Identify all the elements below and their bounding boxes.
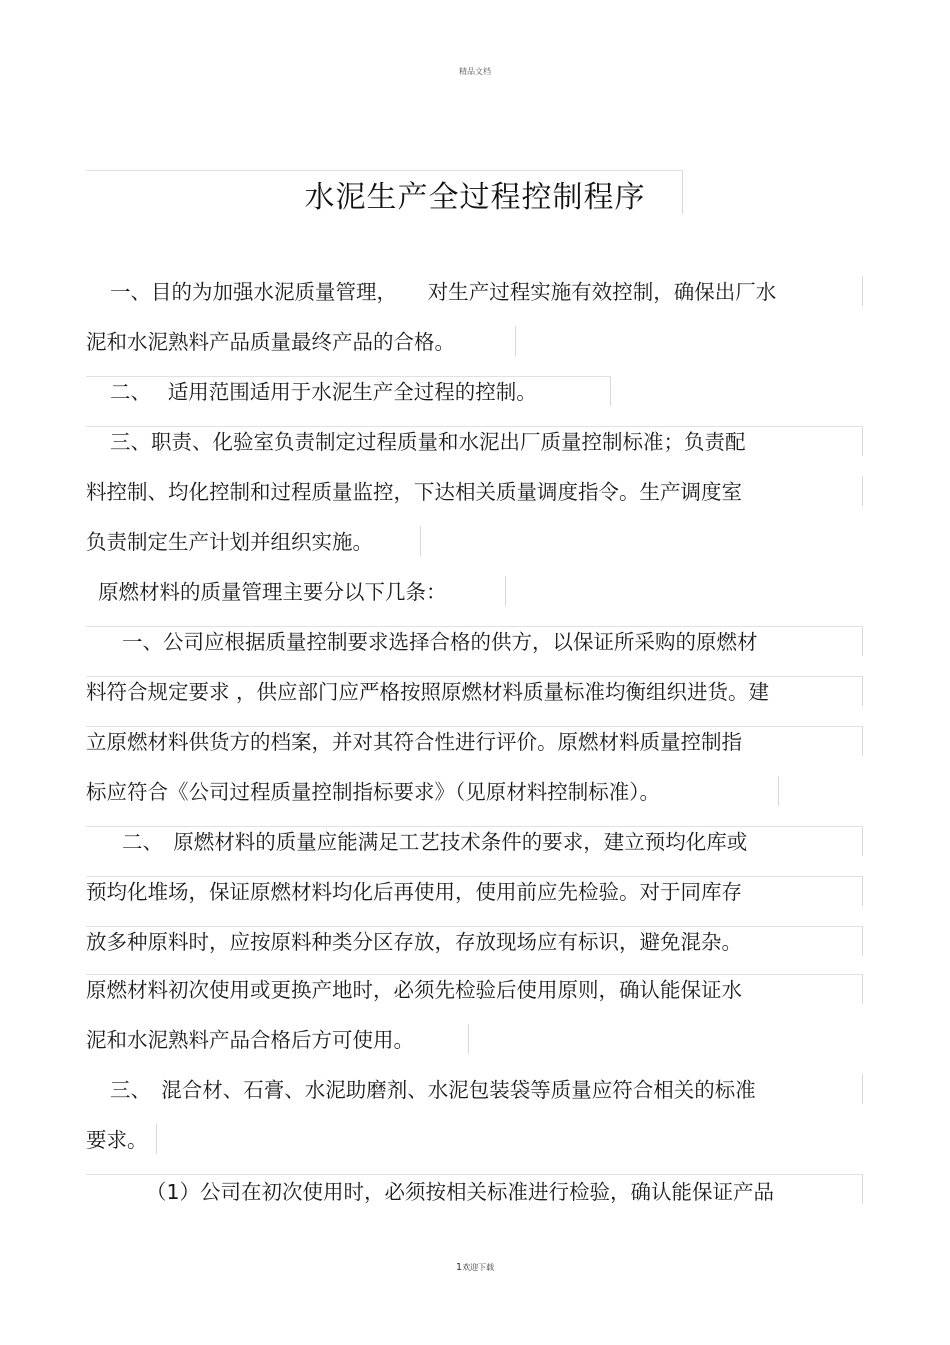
- material-item2-line-1: 二、 原燃材料的质量应能满足工艺技术条件的要求，建立预均化库或: [122, 830, 748, 854]
- cell-rule: [862, 676, 863, 706]
- cell-rule: [610, 376, 611, 406]
- cell-rule: [862, 426, 863, 456]
- material-item1-line-3: 立原燃材料供货方的档案，并对其符合性进行评价。原燃材料质量控制指: [86, 730, 742, 754]
- footer-text: 欢迎下载: [462, 1263, 495, 1272]
- cell-rule: [86, 1174, 862, 1175]
- cell-rule: [778, 776, 779, 806]
- material-item1-line-2: 料符合规定要求 ，供应部门应严格按照原燃材料质量标准均衡组织进货。建: [86, 680, 770, 704]
- cell-rule: [156, 1124, 157, 1154]
- title-rule-top: [86, 170, 682, 171]
- page-number: 1: [455, 1262, 463, 1273]
- page-footer: [0, 1262, 950, 1273]
- page-header: 精品文档: [459, 67, 491, 76]
- document-title: 水泥生产全过程控制程序: [304, 180, 646, 215]
- cell-rule: [468, 1024, 469, 1054]
- cell-rule: [86, 676, 862, 677]
- cell-rule: [862, 1174, 863, 1204]
- duty-line-2: 料控制、均化控制和过程质量监控，下达相关质量调度指令。生产调度室: [86, 480, 742, 504]
- material-heading: 原燃材料的质量管理主要分以下几条：: [98, 580, 447, 604]
- cell-rule: [86, 376, 610, 377]
- cell-rule: [515, 326, 516, 356]
- cell-rule: [862, 974, 863, 1004]
- material-item3-sub1-line-1: （1）公司在初次使用时，必须按相关标准进行检验，确认能保证产品: [146, 1180, 775, 1204]
- material-item1-line-1: 一、公司应根据质量控制要求选择合格的供方，以保证所采购的原燃材: [122, 630, 758, 654]
- cell-rule: [862, 926, 863, 956]
- cell-rule: [505, 576, 506, 606]
- cell-rule: [862, 1074, 863, 1104]
- duty-line-3: 负责制定生产计划并组织实施。: [86, 530, 373, 554]
- cell-rule: [86, 876, 862, 877]
- material-item3-line-1: 三、 混合材、石膏、水泥助磨剂、水泥包装袋等质量应符合相关的标准: [110, 1078, 756, 1102]
- cell-rule: [862, 726, 863, 756]
- cell-rule: [86, 626, 862, 627]
- cell-rule: [862, 826, 863, 856]
- cell-rule: [86, 826, 862, 827]
- cell-rule: [86, 974, 862, 975]
- purpose-line-2: 泥和水泥熟料产品质量最终产品的合格。: [86, 330, 455, 354]
- duty-line-1: 三、职责、化验室负责制定过程质量和水泥出厂质量控制标准；负责配: [110, 430, 746, 454]
- material-item2-line-2: 预均化堆场，保证原燃材料均化后再使用，使用前应先检验。对于同库存: [86, 880, 742, 904]
- material-item3-line-2: 要求。: [86, 1128, 148, 1152]
- material-item2-line-3: 放多种原料时，应按原料种类分区存放，存放现场应有标识，避免混杂。: [86, 930, 742, 954]
- material-item2-line-5: 泥和水泥熟料产品合格后方可使用。: [86, 1028, 414, 1052]
- cell-rule: [420, 526, 421, 556]
- cell-rule: [862, 476, 863, 506]
- scope-line: 二、 适用范围适用于水泥生产全过程的控制。: [110, 380, 537, 404]
- cell-rule: [86, 726, 862, 727]
- material-item1-line-4: 标应符合《公司过程质量控制指标要求》（见原材料控制标准）。: [86, 780, 660, 804]
- cell-rule: [86, 426, 862, 427]
- cell-rule: [86, 926, 862, 927]
- material-item2-line-4: 原燃材料初次使用或更换产地时，必须先检验后使用原则，确认能保证水: [86, 978, 742, 1002]
- cell-rule: [862, 876, 863, 906]
- cell-rule: [862, 276, 863, 306]
- purpose-line-1: 一、目的为加强水泥质量管理， 对生产过程实施有效控制，确保出厂水: [110, 280, 777, 304]
- cell-rule: [862, 626, 863, 656]
